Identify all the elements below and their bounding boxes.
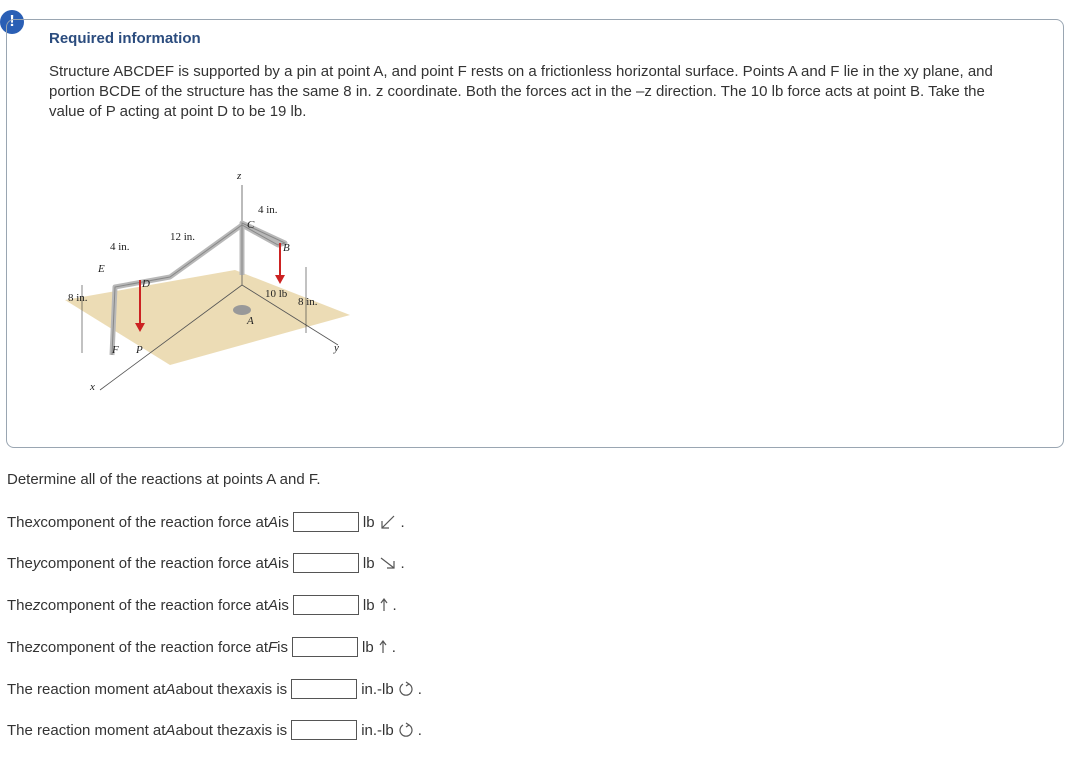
unit-label: lb bbox=[362, 638, 374, 656]
dim-12in: 12 in. bbox=[170, 231, 196, 243]
arrow-down-left-icon bbox=[379, 514, 397, 530]
label-c: C bbox=[247, 219, 255, 231]
reaction-az-input[interactable] bbox=[293, 595, 359, 615]
question-row: The y component of the reaction force at A is lb . bbox=[7, 554, 405, 572]
unit-label: in.-lb bbox=[361, 721, 394, 739]
label-f: F bbox=[112, 344, 119, 356]
arrow-up-icon bbox=[378, 640, 388, 654]
dim-4in-top: 4 in. bbox=[258, 204, 278, 216]
reaction-fz-input[interactable] bbox=[292, 637, 358, 657]
force-10lb-label: 10 lb bbox=[265, 288, 288, 300]
label-e: E bbox=[98, 263, 105, 275]
info-title: Required information bbox=[49, 30, 201, 47]
question-row: The x component of the reaction force at A is lb . bbox=[7, 513, 405, 531]
dim-4in-left: 4 in. bbox=[110, 241, 130, 253]
alert-icon: ! bbox=[0, 10, 24, 34]
dim-8in-right: 8 in. bbox=[298, 296, 318, 308]
info-paragraph: Structure ABCDEF is supported by a pin at point A, and point F rests on a frictionless horizontal surface. Points A and F lie in the xy plane, and portion BCDE of the structure has the same 8 in. z coordinate. Both the forces act in the –z direction. The 10 lb force acts at point B. Take the value of P acting at point D to be 19 lb. bbox=[49, 63, 993, 120]
unit-label: lb bbox=[362, 554, 375, 572]
question-row: The z component of the reaction force at F is lb . bbox=[7, 638, 396, 656]
arrow-down-right-icon bbox=[379, 555, 397, 571]
label-p: P bbox=[136, 344, 143, 356]
question-row: The reaction moment at A about the z axis is in.-lb . bbox=[7, 721, 422, 739]
moment-ax-input[interactable] bbox=[291, 679, 357, 699]
label-y: y bbox=[334, 342, 339, 354]
label-d: D bbox=[142, 278, 150, 290]
unit-label: in.-lb bbox=[361, 680, 394, 698]
ccw-rotation-icon bbox=[398, 722, 414, 738]
label-a: A bbox=[247, 315, 254, 327]
question-row: The z component of the reaction force at A is lb . bbox=[7, 596, 397, 614]
force-10lb-arrow bbox=[275, 275, 285, 284]
unit-label: lb bbox=[362, 596, 375, 614]
ccw-rotation-icon bbox=[398, 681, 414, 697]
dim-8in-left: 8 in. bbox=[68, 292, 88, 304]
unit-label: lb bbox=[362, 513, 375, 531]
structure-figure bbox=[60, 165, 360, 395]
floor-plane bbox=[65, 270, 350, 365]
question-prompt: Determine all of the reactions at points A and F. bbox=[7, 471, 321, 488]
reaction-ax-input[interactable] bbox=[293, 512, 359, 532]
label-x: x bbox=[90, 381, 95, 393]
reaction-ay-input[interactable] bbox=[293, 553, 359, 573]
label-b: B bbox=[283, 242, 290, 254]
arrow-up-icon bbox=[379, 598, 389, 612]
question-row: The reaction moment at A about the x axis is in.-lb . bbox=[7, 680, 422, 698]
label-z: z bbox=[237, 170, 242, 182]
moment-az-input[interactable] bbox=[291, 720, 357, 740]
pin-support-a bbox=[233, 305, 251, 315]
